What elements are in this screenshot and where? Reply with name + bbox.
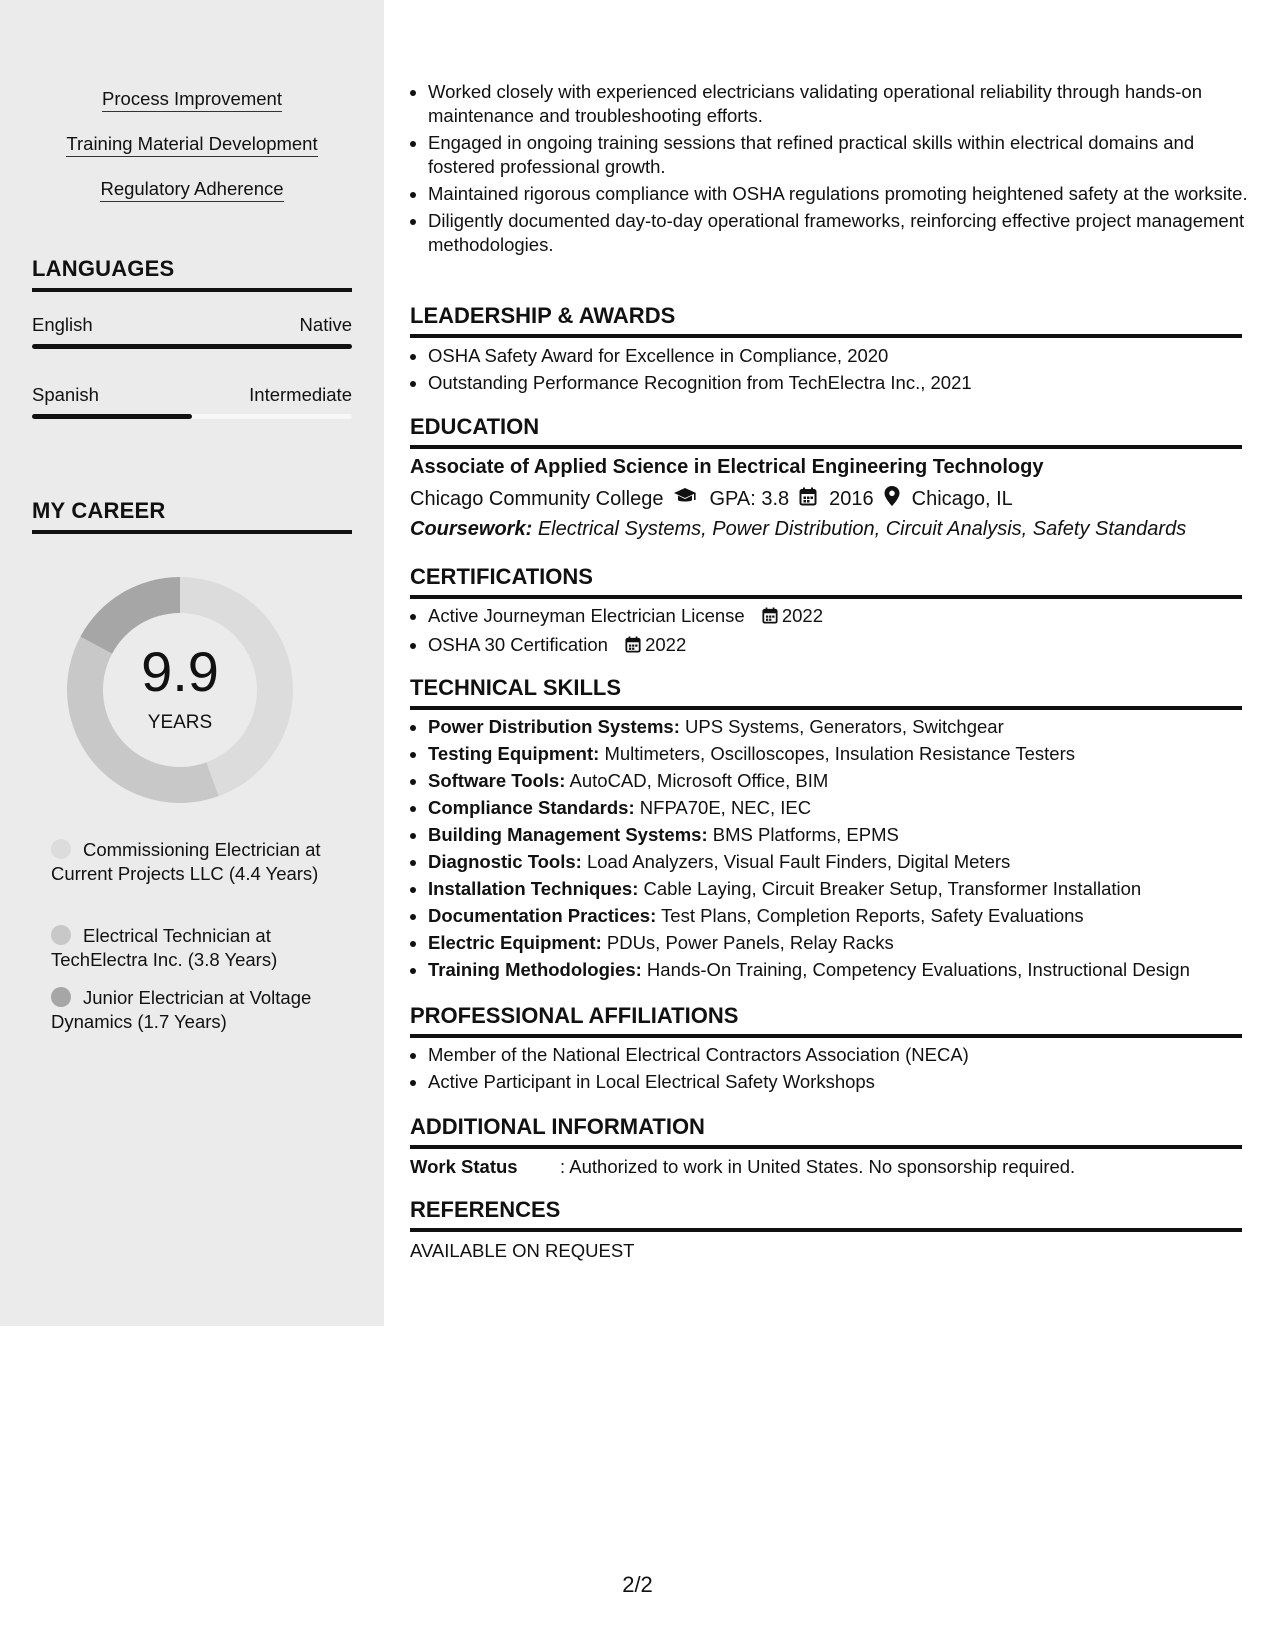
school-location: Chicago, IL (911, 487, 1013, 510)
language-name: English (32, 314, 93, 335)
affiliations-list (410, 1043, 1260, 1097)
references-text: AVAILABLE ON REQUEST (410, 1240, 635, 1261)
additional-info-heading: ADDITIONAL INFORMATION (410, 1114, 1242, 1149)
degree-title: Associate of Applied Science in Electrical Engineering Technology (410, 456, 1044, 478)
skill-item: Regulatory Adherence (0, 178, 384, 200)
language-row (32, 384, 352, 406)
list-item: • Diligently documented day-to-day operational frameworks, reinforcing effective project management methodologies. (428, 209, 1260, 257)
list-item: • Installation Techniques: Cable Laying, Circuit Breaker Setup, Transformer Installation (428, 877, 1260, 901)
list-item: • Diagnostic Tools: Load Analyzers, Visual Fault Finders, Digital Meters (428, 850, 1260, 874)
language-level: Native (299, 314, 352, 335)
list-item: • Worked closely with experienced electricians validating operational reliability through hands-on maintenance and troubleshooting efforts. (428, 80, 1260, 128)
career-heading: MY CAREER (32, 498, 352, 534)
list-item: • Compliance Standards: NFPA70E, NEC, IEC (428, 796, 1260, 820)
leadership-list (410, 344, 1260, 398)
work-status: Work Status : Authorized to work in United States. No sponsorship required. (410, 1156, 1076, 1177)
gpa: GPA: 3.8 (709, 487, 790, 510)
calendar-icon (762, 606, 778, 630)
references-heading: REFERENCES (410, 1197, 1242, 1232)
language-level: Intermediate (249, 384, 352, 405)
language-bar (32, 414, 352, 419)
technical-skills-list (410, 715, 1260, 985)
calendar-icon (799, 487, 817, 512)
career-item: Electrical Technician at TechElectra Inc. (3.8 Years) (51, 925, 278, 970)
language-bar-fill (32, 414, 192, 419)
list-item: • Active Journeyman Electrician License 2022 (428, 604, 1260, 630)
list-item: • Electric Equipment: PDUs, Power Panels, Relay Racks (428, 931, 1260, 955)
career-item: Commissioning Electrician at Current Projects LLC (4.4 Years) (51, 839, 321, 884)
list-item: • OSHA Safety Award for Excellence in Compliance, 2020 (428, 344, 1260, 368)
list-item: • Maintained rigorous compliance with OSHA regulations promoting heightened safety at the worksite. (428, 182, 1260, 206)
language-bar (32, 344, 352, 349)
leadership-heading: LEADERSHIP & AWARDS (410, 303, 1242, 338)
list-item: • Outstanding Performance Recognition from TechElectra Inc., 2021 (428, 371, 1260, 395)
list-item: • Software Tools: AutoCAD, Microsoft Office, BIM (428, 769, 1260, 793)
career-years-label: YEARS (147, 712, 213, 733)
location-pin-icon (884, 486, 900, 512)
list-item: • Member of the National Electrical Contractors Association (NECA) (428, 1043, 1260, 1067)
list-item: • OSHA 30 Certification 2022 (428, 633, 1260, 659)
skill-item: Process Improvement (0, 88, 384, 110)
list-item: • Testing Equipment: Multimeters, Oscilloscopes, Insulation Resistance Testers (428, 742, 1260, 766)
career-legend-dot (51, 925, 71, 945)
list-item: • Building Management Systems: BMS Platforms, EPMS (428, 823, 1260, 847)
education-heading: EDUCATION (410, 414, 1242, 449)
skill-item: Training Material Development (0, 133, 384, 155)
career-total-years: 9.9 (141, 640, 219, 703)
page-number: 2/2 (622, 1572, 653, 1597)
certifications-heading: CERTIFICATIONS (410, 564, 1242, 599)
list-item: • Engaged in ongoing training sessions that refined practical skills within electrical domains and fostered professional growth. (428, 131, 1260, 179)
experience-bullets (410, 80, 1260, 260)
graduation-year: 2016 (829, 487, 874, 510)
list-item: • Training Methodologies: Hands-On Training, Competency Evaluations, Instructional Design (428, 958, 1260, 982)
list-item: • Documentation Practices: Test Plans, Completion Reports, Safety Evaluations (428, 904, 1260, 928)
list-item: • Active Participant in Local Electrical Safety Workshops (428, 1070, 1260, 1094)
technical-skills-heading: TECHNICAL SKILLS (410, 675, 1242, 710)
list-item: • Power Distribution Systems: UPS Systems, Generators, Switchgear (428, 715, 1260, 739)
calendar-icon (625, 635, 641, 659)
graduation-cap-icon (673, 487, 697, 511)
school-name: Chicago Community College (410, 487, 664, 510)
career-legend-dot (51, 987, 71, 1007)
coursework: Coursework: Electrical Systems, Power Distribution, Circuit Analysis, Safety Standards (410, 518, 1187, 540)
languages-heading: LANGUAGES (32, 256, 352, 292)
language-name: Spanish (32, 384, 99, 405)
certifications-list (410, 604, 1260, 662)
education-meta (410, 486, 1013, 512)
language-bar-fill (32, 344, 352, 349)
affiliations-heading: PROFESSIONAL AFFILIATIONS (410, 1003, 1242, 1038)
language-row (32, 314, 352, 336)
career-legend-dot (51, 839, 71, 859)
career-item: Junior Electrician at Voltage Dynamics (1.7 Years) (51, 987, 312, 1032)
